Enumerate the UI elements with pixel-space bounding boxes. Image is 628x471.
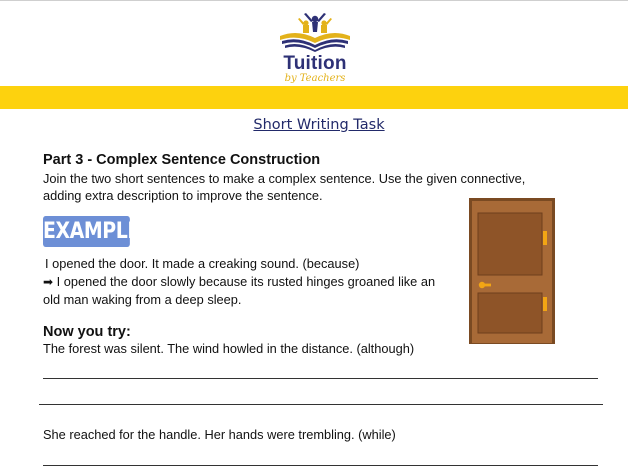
instructions-text: Join the two short sentences to make a complex sentence. Use the given connective, adding extra description to improve the sentence.: [43, 171, 526, 203]
now-you-try-heading: Now you try:: [43, 324, 131, 340]
task-title: Short Writing Task: [253, 117, 385, 133]
yellow-banner: [0, 86, 628, 109]
question-2: She reached for the handle. Her hands were trembling. (while): [43, 427, 396, 442]
logo-subtitle: by Teachers: [284, 73, 346, 84]
top-rule: [0, 0, 628, 1]
tuition-logo: [270, 10, 360, 82]
open-book-icon: [270, 10, 360, 55]
answer-line-2[interactable]: [39, 404, 603, 405]
answer-line-3[interactable]: [43, 465, 598, 466]
answer-line-1[interactable]: [43, 378, 598, 379]
question-1: The forest was silent. The wind howled in the distance. (although): [43, 341, 415, 356]
example-prompt: I opened the door. It made a creaking sound. (because): [45, 256, 360, 271]
example-badge: EXAMPLE: [43, 216, 130, 247]
logo-title: Tuition: [283, 53, 347, 74]
door-illustration: [468, 197, 556, 345]
arrow-right-icon: ➡: [43, 275, 54, 289]
part-heading: Part 3 - Complex Sentence Construction: [43, 152, 321, 168]
example-answer-text: I opened the door slowly because its rusted hinges groaned like an old man waking from a deep sleep.: [43, 274, 436, 307]
example-answer: [43, 273, 453, 308]
